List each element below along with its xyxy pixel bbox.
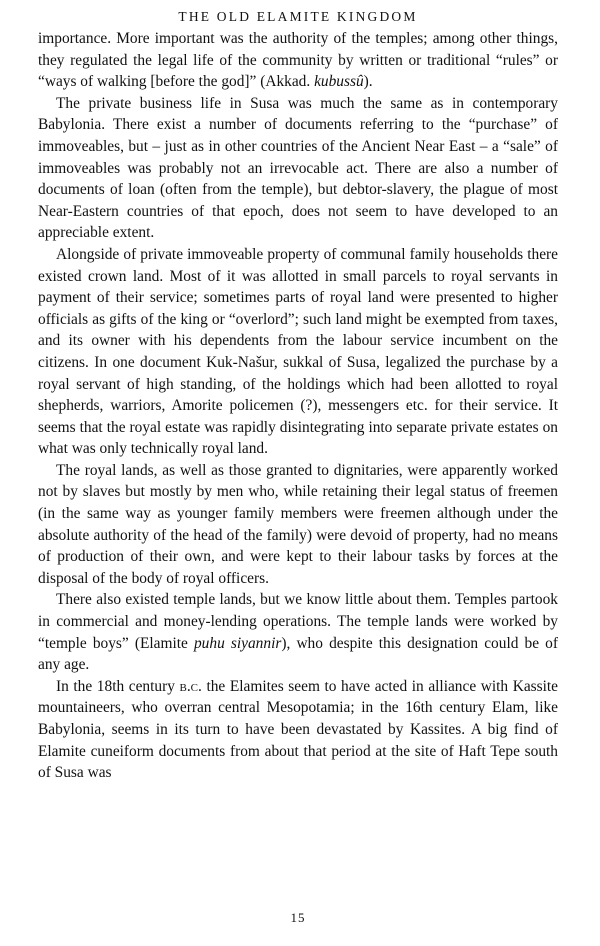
page-number: 15: [290, 910, 306, 925]
italic-term: kubussû: [314, 73, 364, 91]
text-run: There also existed temple lands, but we know little about them. Temples partook in commercial and money-lending operations. The temple lands were worked by “temple boys” (Elamite: [38, 591, 558, 652]
text-run: The private business life in Susa was much the same as in contemporary Babylonia. There exist a number of documents referring to the “purchase” of immoveables, but – just as in other countries of the Ancient Near East – a “sale” of immoveables was probably not an irrevocable act. There are also a number of documents of loan (often from the temple), but debtor-slavery, the plague of most Near-Eastern countries of that epoch, does not seem to have developed to an appreciable extent.: [38, 94, 558, 242]
paragraph: [38, 244, 558, 460]
paragraph: [38, 93, 558, 244]
paragraph: [38, 676, 558, 784]
text-run: ), who despite this designation could be of any age.: [38, 634, 559, 674]
book-page: [38, 8, 558, 938]
text-run: Alongside of private immoveable property of communal family households there existed crown land. Most of it was allotted in small parcels to royal servants in payment of their service; sometimes parts of royal land were presented to higher officials as gifts of the king or “overlord”; such land might be exempted from taxes, and its owner with his dependents from the labour service incumbent on the citizens. In one document Kuk-Našur, sukkal of Susa, legalized the purchase by a royal servant of high standing, of the holdings which had been allotted to royal shepherds, warriors, Amorite policemen (?), messengers etc. for their service. It seems that the royal estate was rapidly disintegrating into separate private estates on what was only technically royal land.: [38, 245, 558, 458]
paragraph: [38, 589, 558, 675]
text-run: importance. More important was the authority of the temples; among other things, they regulated the legal life of the community by written or traditional “rules” or “ways of walking [before the god]” (Akkad.: [38, 30, 558, 91]
paragraph: [38, 28, 558, 93]
text-run: In the 18th century: [56, 677, 180, 695]
text-run: The royal lands, as well as those granted to dignitaries, were apparently worked not by slaves but mostly by men who, while retaining their legal status of freemen (in the same way as younger family members were freemen although under the absolute authority of the head of the family) were devoid of property, had no means of production of their own, and were kept to their labour tasks by forces at the disposal of the body of royal officers.: [38, 461, 558, 587]
text-run: ).: [363, 73, 373, 91]
running-head: THE OLD ELAMITE KINGDOM: [178, 9, 418, 24]
small-caps-term: b.c.: [179, 677, 202, 695]
italic-term: puhu siyannir: [193, 634, 282, 652]
paragraph: [38, 460, 558, 590]
body-text: [38, 28, 558, 784]
text-run: the Elamites seem to have acted in alliance with Kassite mountaineers, who overran central Mesopotamia; in the 16th century Elam, like Babylonia, seems in its turn to have been devastated by Kassites. A big find of Elamite cuneiform documents from about that period at the site of Haft Tepe south of Susa was: [38, 677, 559, 782]
